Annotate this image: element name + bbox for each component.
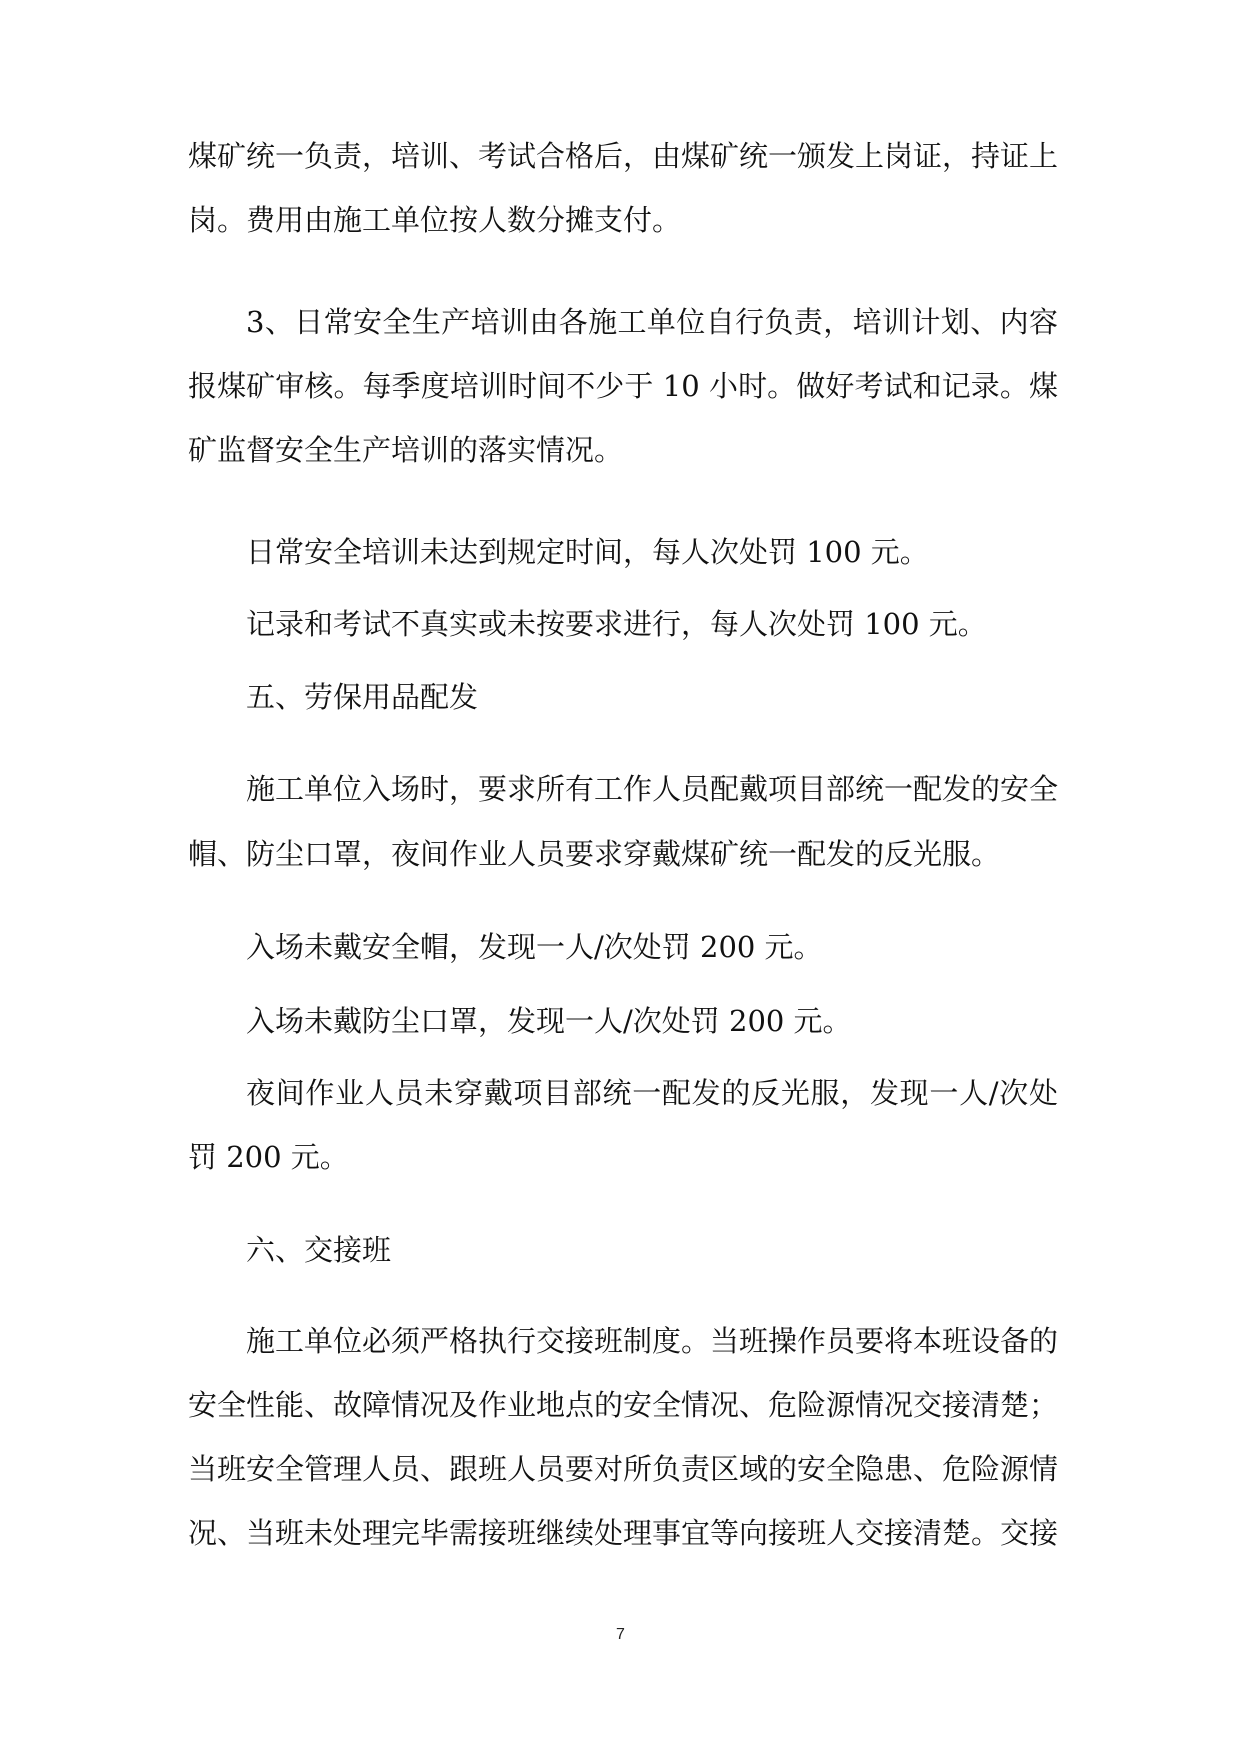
section-heading: 六、交接班 [246, 1233, 392, 1267]
text-line: 日常安全培训未达到规定时间，每人次处罚 100 元。 [246, 535, 929, 569]
section-heading: 五、劳保用品配发 [246, 680, 479, 714]
text-line: 煤矿统一负责，培训、考试合格后，由煤矿统一颁发上岗证，持证上 [188, 139, 1058, 173]
text-line: 记录和考试不真实或未按要求进行，每人次处罚 100 元。 [246, 607, 987, 641]
text-line: 当班安全管理人员、跟班人员要对所负责区域的安全隐患、危险源情 [188, 1452, 1058, 1486]
text-line: 矿监督安全生产培训的落实情况。 [188, 433, 624, 467]
text-line: 入场未戴防尘口罩，发现一人/次处罚 200 元。 [246, 1004, 852, 1038]
text-line: 施工单位必须严格执行交接班制度。当班操作员要将本班设备的 [246, 1324, 1058, 1358]
text-line: 3、日常安全生产培训由各施工单位自行负责，培训计划、内容 [246, 305, 1058, 339]
text-line: 报煤矿审核。每季度培训时间不少于 10 小时。做好考试和记录。煤 [188, 369, 1058, 403]
text-line: 岗。费用由施工单位按人数分摊支付。 [188, 203, 682, 237]
text-line: 夜间作业人员未穿戴项目部统一配发的反光服，发现一人/次处 [246, 1076, 1058, 1110]
page-number: 7 [616, 1626, 625, 1643]
text-line: 况、当班未处理完毕需接班继续处理事宜等向接班人交接清楚。交接 [188, 1516, 1058, 1550]
text-line: 施工单位入场时，要求所有工作人员配戴项目部统一配发的安全 [246, 772, 1058, 806]
text-line: 罚 200 元。 [188, 1140, 349, 1174]
text-line: 安全性能、故障情况及作业地点的安全情况、危险源情况交接清楚； [188, 1388, 1058, 1422]
text-line: 帽、防尘口罩，夜间作业人员要求穿戴煤矿统一配发的反光服。 [188, 837, 1001, 871]
text-line: 入场未戴安全帽，发现一人/次处罚 200 元。 [246, 930, 823, 964]
